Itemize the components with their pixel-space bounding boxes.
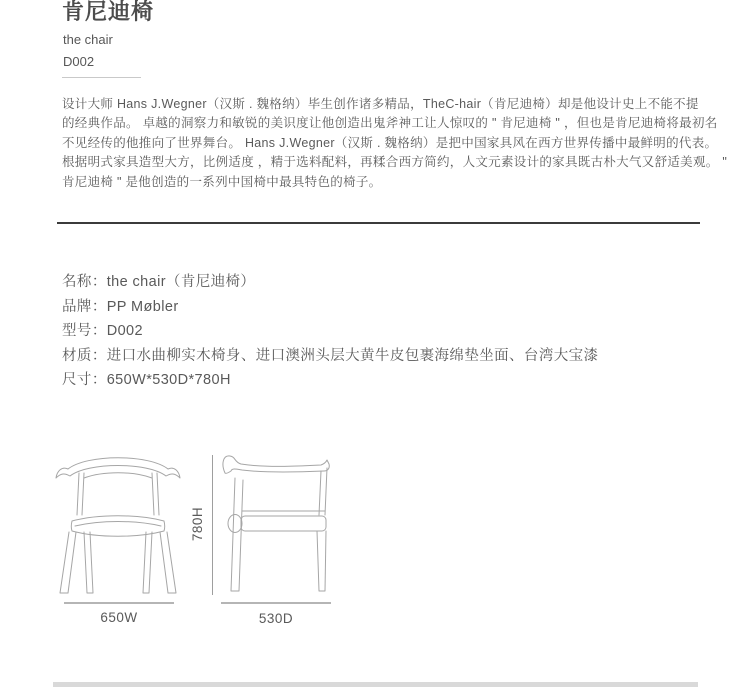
- description-line: 根据明式家具造型大方，比例适度 ，精于选料配料，再糅合西方简约，人文元素设计的家具既古朴大气又舒适美观。 ": [62, 155, 728, 170]
- spec-label: 名称: [62, 274, 92, 290]
- spec-colon: ：: [91, 372, 107, 388]
- spec-colon: ：: [91, 347, 107, 364]
- depth-dimension-label: 530D: [258, 611, 294, 626]
- title-underline: [62, 77, 141, 78]
- spec-row-size: [62, 368, 702, 393]
- spec-value: PP Møbler: [106, 298, 179, 315]
- product-model-number: D002: [63, 54, 95, 69]
- spec-list: [62, 270, 702, 393]
- spec-colon: ：: [91, 323, 107, 339]
- description-line: 不见经传的他推向了世界舞台。 Hans J.Wegner（汉斯 . 魏格纳）是把中国家具风在西方世界传播中最鲜明的代表。: [62, 135, 718, 150]
- spec-label: 尺寸: [62, 372, 92, 388]
- height-dimension-line: [212, 455, 213, 595]
- product-description: [62, 95, 728, 192]
- height-dimension-label: 780H: [190, 506, 205, 542]
- description-line: 设计大师 Hans J.Wegner（汉斯 . 魏格纳）毕生创作诸多精品，TheC-hair（肯尼迪椅）却是他设计史上不能不提: [62, 97, 699, 111]
- section-divider: [57, 222, 700, 224]
- spec-value: D002: [106, 323, 143, 339]
- spec-label: 品牌: [62, 298, 92, 315]
- side-drawing-wrap: [221, 452, 335, 600]
- spec-value: 650W*530D*780H: [106, 372, 231, 388]
- spec-row-material: [62, 344, 702, 369]
- spec-row-brand: [62, 295, 702, 320]
- bottom-section-divider: [53, 682, 698, 687]
- width-dimension-line: [64, 602, 174, 604]
- spec-label: 材质: [62, 347, 92, 364]
- spec-label: 型号: [62, 323, 92, 339]
- spec-colon: ：: [91, 298, 107, 315]
- spec-value: the chair（肯尼迪椅）: [106, 274, 256, 290]
- chair-side-view-drawing: [221, 452, 335, 595]
- depth-dimension-line: [221, 602, 331, 604]
- dimension-drawing: [53, 451, 183, 601]
- page-title: 肯尼迪椅: [62, 0, 155, 24]
- product-subtitle: the chair: [63, 32, 113, 47]
- description-line: 肯尼迪椅 " 是他创造的一系列中国椅中最具特色的椅子。: [62, 174, 382, 189]
- spec-colon: ：: [91, 274, 107, 290]
- spec-row-model: [62, 319, 702, 344]
- spec-row-name: [62, 270, 702, 295]
- spec-value: 进口水曲柳实木椅身、进口澳洲头层大黄牛皮包裹海绵垫坐面、台湾大宝漆: [106, 347, 599, 364]
- width-dimension-label: 650W: [100, 610, 138, 625]
- description-line: 的经典作品。 卓越的洞察力和敏锐的美识度让他创造出鬼斧神工让人惊叹的 " 肯尼迪椅 " ，但也是肯尼迪椅将最初名: [62, 116, 718, 131]
- chair-front-view-drawing: [53, 451, 183, 596]
